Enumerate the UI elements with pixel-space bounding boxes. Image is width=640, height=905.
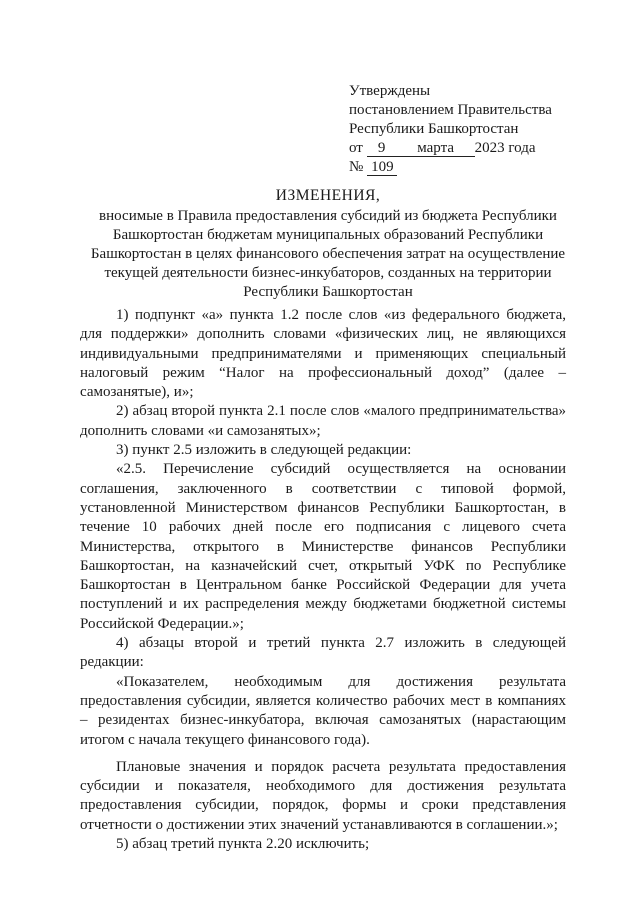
approval-stamp — [349, 82, 619, 177]
paragraph-4: «2.5. Перечисление субсидий осуществляется на основании соглашения, заключенного в соответствии с типовой формой, установленной Министерством финансов Республики Башкортостан, в течение 10 рабочих дней после его подписания с лицевого счета Министерства, открытого в Министерстве финансов Республики Башкортостан, на казначейский счет, открытый УФК по Республике Башкортостан в Центральном банке Российской Федерации для учета поступлений и их распределения между бюджетами бюджетной системы Российской Федерации.»; — [80, 461, 566, 632]
paragraph-8: 5) абзац третий пункта 2.20 исключить; — [116, 836, 370, 853]
date-prefix: от — [349, 140, 363, 156]
title-heading: ИЗМЕНЕНИЯ, — [275, 187, 381, 204]
approval-line-3: Республики Башкортостан — [349, 121, 519, 137]
document-title — [80, 186, 576, 302]
date-year: 2023 года — [474, 140, 536, 156]
paragraph-6: «Показателем, необходимым для достижения результата предоставления субсидии, является количество рабочих мест в компаниях – резидентах бизнес-инкубатора, включая самозанятых (нарастающим итогом с начала текущего финансового года). — [80, 673, 566, 748]
approval-line-1: Утверждены — [349, 83, 431, 99]
paragraph-3: 3) пункт 2.5 изложить в следующей редакции: — [116, 442, 412, 459]
date-day: 9 — [367, 140, 397, 157]
approval-date — [349, 139, 619, 158]
approval-number — [349, 158, 619, 177]
date-month: марта — [397, 140, 475, 157]
decree-number: 109 — [367, 159, 397, 176]
title-subtitle: вносимые в Правила предоставления субсидий из бюджета Республики Башкортостан бюджетам муниципальных образований Республики Башкортостан в целях финансового обеспечения затрат на осуществление текущей деятельности бизнес-инкубаторов, созданных на территории Республики Башкортостан — [90, 208, 566, 300]
paragraph-1: 1) подпункт «а» пункта 1.2 после слов «из федерального бюджета, для поддержки» дополнить словами «физических лиц, не являющихся индивидуальными предпринимателями и применяющих специальный налоговый режим “Налог на профессиональный доход” (далее – самозанятые), и»; — [80, 307, 566, 401]
paragraph-7: Плановые значения и порядок расчета результата предоставления субсидии и показателя, необходимого для достижения результата предоставления субсидии, порядок, формы и сроки представления отчетности о достижении этих значений устанавливаются в соглашении.»; — [80, 758, 566, 833]
paragraph-2: 2) абзац второй пункта 2.1 после слов «малого предпринимательства» дополнить словами «и самозанятых»; — [80, 403, 566, 439]
approval-line-2: постановлением Правительства — [349, 102, 552, 118]
number-prefix: № — [349, 159, 364, 175]
paragraph-5: 4) абзацы второй и третий пункта 2.7 изложить в следующей редакции: — [80, 635, 566, 671]
document-body — [80, 306, 566, 854]
